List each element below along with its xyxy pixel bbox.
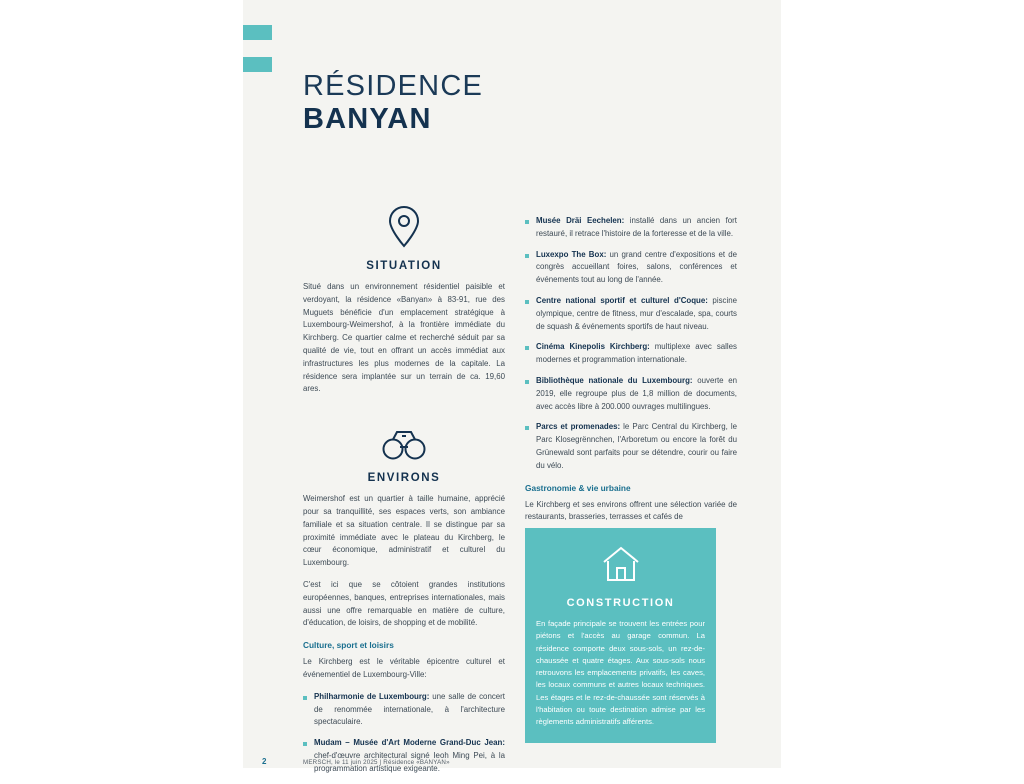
right-column	[525, 215, 737, 533]
page-number: 2	[262, 757, 267, 766]
footer-caption: MERSCH, le 11 juin 2025 | Résidence «BANYAN»	[303, 759, 450, 766]
house-icon	[536, 544, 705, 589]
list-item-term: Musée Dräi Eechelen:	[536, 216, 625, 225]
decorative-bar-bottom	[243, 57, 272, 72]
list-item-term: Parcs et promenades:	[536, 422, 621, 432]
title-line-1: RÉSIDENCE	[303, 70, 483, 102]
construction-body: En façade principale se trouvent les entrées pour piétons et l'accès au garage commun. La résidence comporte deux sous-sols, un rez-de-chaussée et quatre étages. Aux sous-sols nous retrouvons les emplacements privatifs, les caves, les locaux communs et autres locaux techniques. Les étages et le rez-de-chaussée sont réservés à l'habitation ou toute destination admise par les règlements administratifs afférents.	[536, 619, 705, 727]
list-item-term: Centre national sportif et culturel d'Coque:	[536, 295, 708, 305]
list-item-term: Luxexpo The Box:	[536, 249, 607, 259]
list-item	[303, 691, 505, 729]
environs-heading: ENVIRONS	[367, 472, 441, 485]
list-item-text: le Parc Central du Kirchberg, le Parc Klosegrënnchen, l'Arboretum ou encore la forêt du Grünewald sont parfaits pour se détendre, courir ou faire du vélo.	[536, 422, 737, 470]
list-item	[525, 295, 737, 333]
gastronomie-body: Le Kirchberg et ses environs offrent une sélection variée de restaurants, brasseries, terrasses et cafés de	[525, 499, 737, 522]
culture-bullet-list-right	[525, 215, 737, 473]
list-item-text: ouverte en 2019, elle regroupe plus de 1,8 million de documents, avec accès libre à 200.000 ouvrages multilingues.	[536, 375, 737, 411]
binoculars-icon	[303, 427, 505, 466]
map-pin-icon	[303, 205, 505, 254]
list-item	[525, 215, 737, 241]
culture-subheading: Culture, sport et loisirs	[303, 640, 394, 651]
list-item	[303, 737, 505, 775]
list-item	[525, 249, 737, 287]
decorative-bar-top	[243, 25, 272, 40]
construction-panel	[525, 528, 716, 743]
list-item-text: chef-d'œuvre architectural signé Ieoh Ming Pei, à la programmation artistique exigeante.	[314, 750, 505, 773]
list-item-term: Mudam – Musée d'Art Moderne Grand-Duc Jean:	[314, 738, 505, 748]
environs-paragraph-2: C'est ici que se côtoient grandes institutions européennes, banques, entreprises internationales, mais aussi une offre remarquable en matière de culture, d'éducation, de loisirs, de shopping et de mobilité.	[303, 579, 505, 628]
list-item	[525, 375, 737, 413]
list-item-text: un grand centre d'expositions et de congrès accueillant foires, salons, conférences et événements tout au long de l'année.	[536, 249, 737, 285]
list-item-text: une salle de concert de renommée internationale, à l'architecture spectaculaire.	[314, 691, 505, 727]
list-item	[525, 421, 737, 472]
list-item-text: piscine olympique, centre de fitness, mur d'escalade, spa, courts de squash & événements sportifs de haut niveau.	[536, 295, 737, 331]
list-item-term: Cinéma Kinepolis Kirchberg:	[536, 342, 650, 352]
situation-body: Situé dans un environnement résidentiel paisible et verdoyant, la résidence «Banyan» à 83-91, rue des Muguets bénéficie d'un emplacement stratégique à Luxembourg-Weimershof, à la frontière immédiate du Kirchberg. Ce quartier calme et recherché séduit par sa qualité de vie, tout en offrant un accès immédiat aux infrastructures les plus modernes de la capitale. La résidence sera implantée sur un terrain de ca. 19,60 ares.	[303, 282, 505, 394]
list-item-text: multiplexe avec salles modernes et programmation internationale.	[536, 342, 737, 365]
list-item-term: Bibliothèque nationale du Luxembourg:	[536, 375, 693, 385]
situation-heading: SITUATION	[366, 260, 442, 272]
list-item-text: installé dans un ancien fort restauré, il retrace l'histoire de la forteresse et de la ville.	[536, 216, 737, 238]
environs-paragraph-1: Weimershof est un quartier à taille humaine, apprécié pour sa tranquillité, ses espaces verts, son ambiance familiale et sa situation centrale. Il se distingue par sa proximité immédiate avec le plateau du Kirchberg, le cœur économique, administratif et culturel du Luxembourg.	[303, 494, 505, 568]
culture-intro: Le Kirchberg est le véritable épicentre culturel et événementiel de Luxembourg-Ville:	[303, 657, 505, 679]
gastronomie-subheading: Gastronomie & vie urbaine	[525, 482, 631, 493]
list-item	[525, 341, 737, 367]
left-column	[303, 205, 505, 784]
title-line-2: BANYAN	[303, 103, 432, 136]
list-item-term: Philharmonie de Luxembourg:	[314, 691, 430, 701]
construction-heading: CONSTRUCTION	[566, 597, 675, 609]
page-title	[303, 70, 603, 137]
